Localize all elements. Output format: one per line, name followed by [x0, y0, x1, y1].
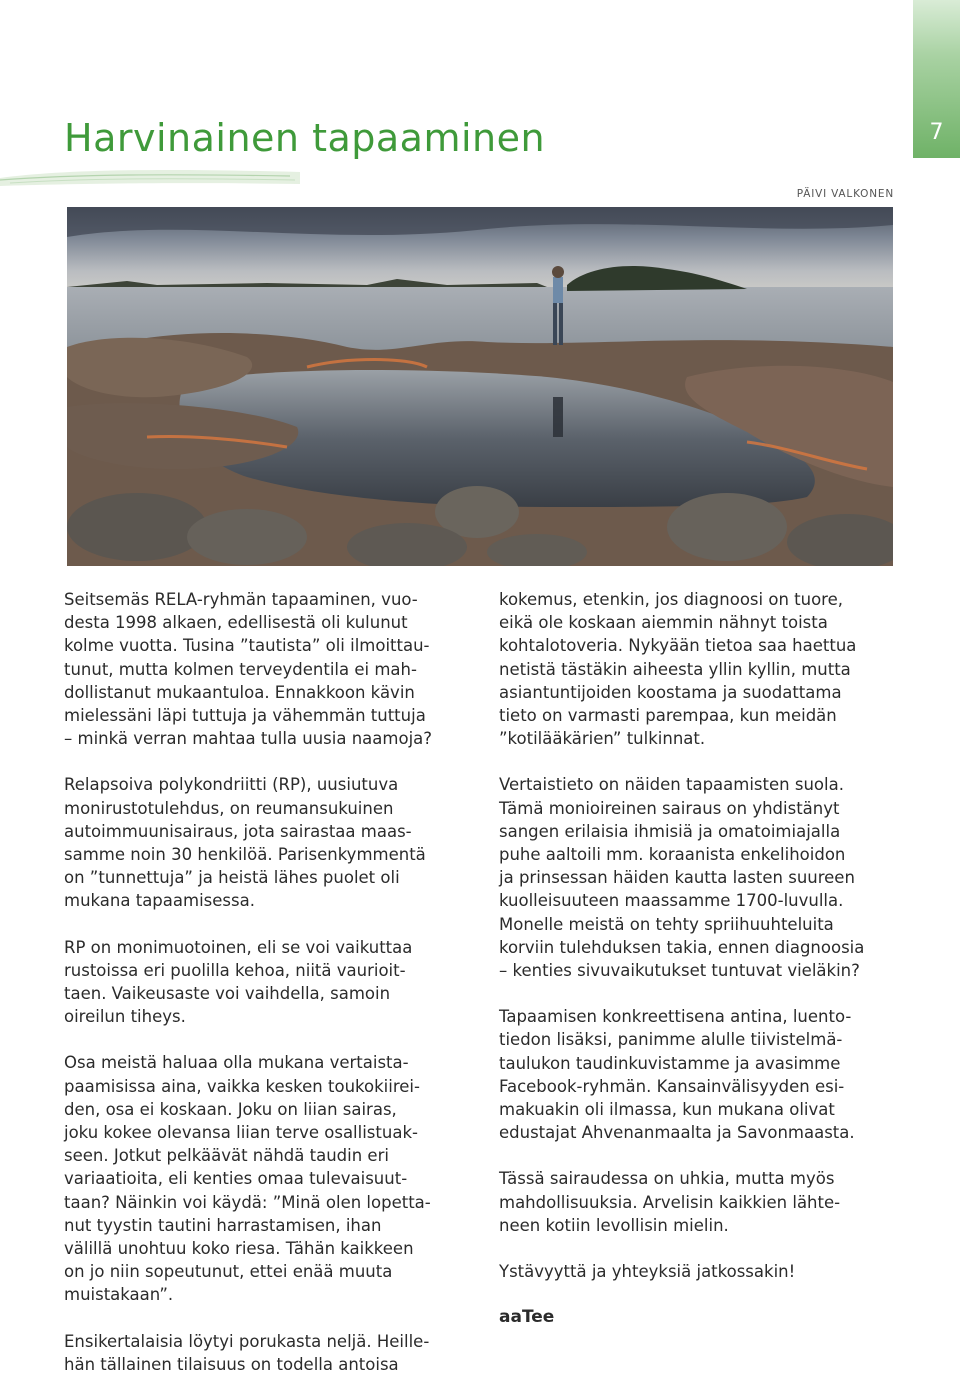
paragraph: Seitsemäs RELA-ryhmän tapaaminen, vuo- desta 1998 alkaen, edellisestä oli kulunut kolme vuotta. Tusina ”tautista” oli ilmoittau- tunut, mutta kolmen terveydentila ei mah- dollistanut mukaantuloa. Ennakkoon kävin mielessäni läpi tuttuja ja vähemmän tuttuja – minkä verran mahtaa tulla uusia naamoja? — [64, 590, 433, 749]
page-number: 7 — [929, 120, 944, 145]
article-column-left — [64, 588, 474, 1399]
article-column-right — [499, 588, 909, 1329]
lake-photo — [67, 207, 893, 566]
paragraph: Tapaamisen konkreettisena antina, luento- tiedon lisäksi, panimme alulle tiivistelmä- taulukon taudinkuvistamme ja avasimme Facebook-ryhmän. Kansainvälisyyden esi- makuakin oli ilmassa, kun mukana olivat edustajat Ahvenanmaalta ja Savonmaasta. — [499, 1007, 855, 1143]
paragraph: kokemus, etenkin, jos diagnoosi on tuore, eikä ole koskaan aiemmin nähnyt toista kohtalotoveria. Nykyään tietoa saa haettua netistä tästäkin aiheesta yllin kyllin, mutta asiantuntijoiden koostama ja suodattama tieto on varmasti parempaa, kun meidän ”kotilääkärien” tulkinnat. — [499, 590, 857, 749]
paragraph: Ystävyyttä ja yhteyksiä jatkossakin! — [499, 1262, 796, 1282]
signature: aaTee — [499, 1307, 555, 1328]
paragraph: Osa meistä haluaa olla mukana vertaista- paamisissa aina, vaikka kesken toukokiirei- den, osa ei koskaan. Joku on liian sairas, joku kokee olevansa liian terve osallistuak- seen. Jotkut pelkäävät nähdä taudin eri variaatioita, eli kenties omaa tulevaisuut- taan? Näinkin voi käydä: ”Minä olen lopetta- nut tyystin tautini harrastamisen, ihan välillä unohtuu koko riesa. Tähän kaikkeen on jo niin sopeutunut, ettei enää muuta muistakaan”. — [64, 1053, 431, 1305]
paragraph: Relapsoiva polykondriitti (RP), uusiutuva monirustotulehdus, on reumansukuinen autoimmuunisairaus, jota sairastaa maas- samme noin 30 henkilöä. Parisenkymmentä on ”tunnettuja” ja heistä lähes puolet oli mukana tapaamisessa. — [64, 775, 426, 911]
author-name: PÄIVI VALKONEN — [796, 188, 894, 200]
paragraph: Vertaistieto on näiden tapaamisten suola. Tämä monioireinen sairaus on yhdistänyt sangen erilaisia ihmisiä ja omatoimiajalla puhe aaltoili mm. koraanista enkelihoidon ja prinsessan häiden kautta lasten suureen kuolleisuuteen maassamme 1700-luvulla. Monelle meistä on tehty spriihuuhteluita korviin tulehduksen takia, ennen diagnoosia – kenties sivuvaikutukset tuntuvat vieläkin? — [499, 775, 865, 981]
paragraph: Ensikertalaisia löytyi porukasta neljä. Heille- hän tällainen tilaisuus on todella antoisa — [64, 1331, 430, 1374]
article-title: Harvinainen tapaaminen — [64, 116, 546, 160]
paragraph: Tässä sairaudessa on uhkia, mutta myös mahdollisuuksia. Arvelisin kaikkien lähte- neen kotiin levollisin mielin. — [499, 1169, 841, 1235]
paragraph: RP on monimuotoinen, eli se voi vaikuttaa rustoissa eri puolilla kehoa, niitä vaurioit- taen. Vaikeusaste voi vaihdella, samoin oireilun tiheys. — [64, 937, 413, 1027]
